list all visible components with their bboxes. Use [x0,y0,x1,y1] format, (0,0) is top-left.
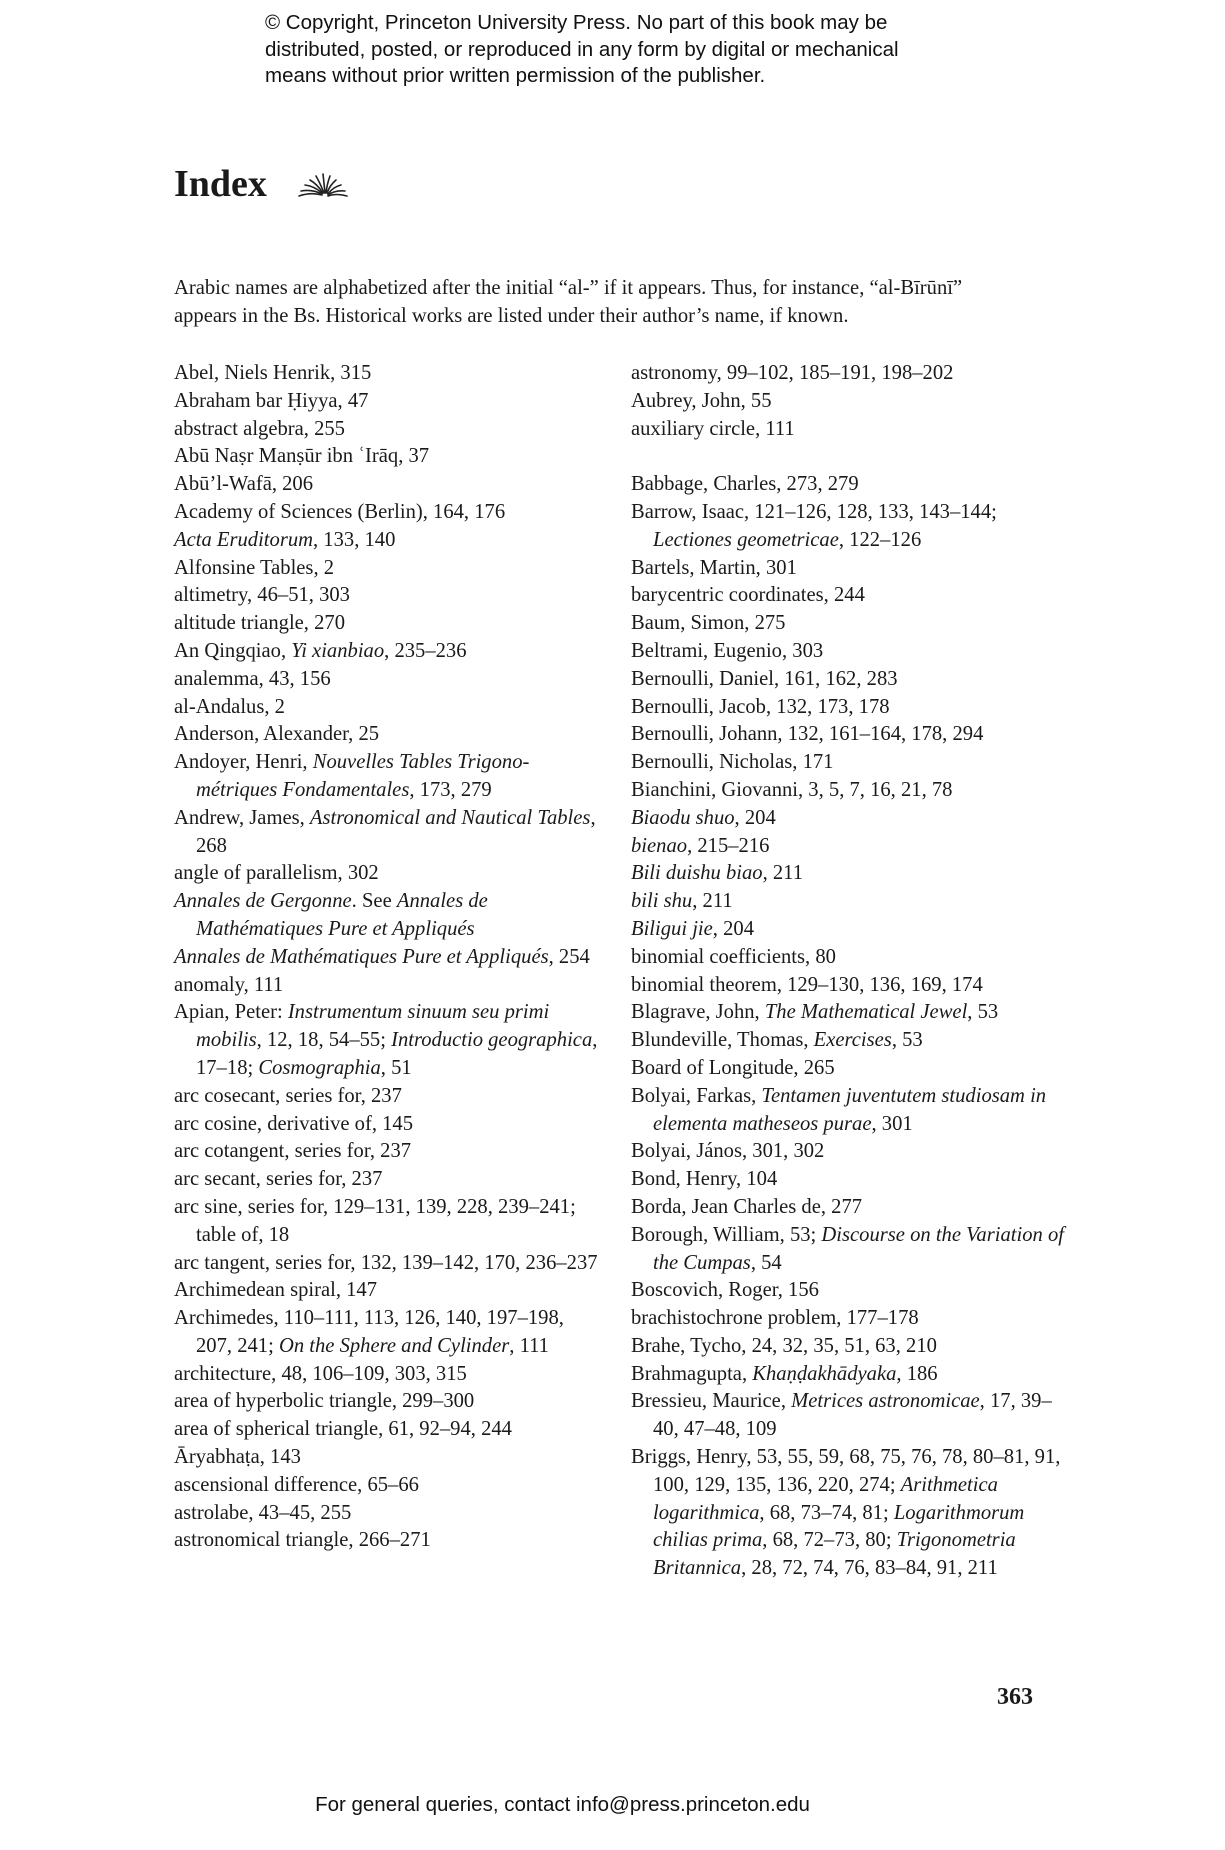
index-entry [174,1472,604,1500]
footer [0,1793,1225,1817]
index-entry-text: Bartels, Martin, 301 [631,556,797,579]
index-entry-text: Andrew, James, [174,806,310,829]
index-entry-text: , 68, 72–73, 80; [762,1529,897,1552]
index-entry-title: Astronomical and Nautical Tables [309,806,591,829]
index-entry [174,416,604,444]
index-entry-title: Biligui jie [631,917,713,940]
index-entry [631,471,1071,499]
index-entry-text: , 301 [871,1112,913,1135]
index-entry [174,972,604,1000]
index-entry-text: , 173, 279 [409,778,492,801]
index-entry-text: , 235–236 [384,639,467,662]
index-entry-text: , 17–18; [196,1029,598,1079]
index-entry [174,499,604,527]
index-entry [631,1222,1071,1278]
index-entry [174,1444,604,1472]
index-entry [174,1527,604,1555]
index-entry-text: astronomy, 99–102, 185–191, 198–202 [631,362,954,384]
index-entry-text: Archimedean spiral, 147 [174,1279,378,1302]
index-entry [174,1500,604,1528]
index-entry [631,360,1071,388]
index-entry-text: Bernoulli, Nicholas, 171 [631,751,834,774]
index-entry [631,721,1071,749]
index-entry [174,1138,604,1166]
index-entry-text: Anderson, Alexander, 25 [174,723,380,746]
index-entry [174,944,604,972]
index-entry [631,1083,1071,1139]
index-entry [174,360,604,388]
index-entry [174,721,604,749]
index-letter-gap [631,443,1071,471]
index-entry-title: Arithmetica logarithmica [653,1473,998,1524]
index-entry [631,777,1071,805]
index-entry-text: arc cotangent, series for, 237 [174,1140,412,1163]
index-entry [174,1361,604,1389]
index-entry-text: , 54 [750,1251,782,1274]
index-entry-text: Borda, Jean Charles de, 277 [631,1195,863,1218]
index-entry-text: . See [351,890,397,913]
index-entry-title: Introductio geographica [391,1029,593,1052]
index-entry [174,471,604,499]
index-entry [631,1055,1071,1083]
index-entry [174,1194,604,1250]
index-entry-text: Brahmagupta, [631,1362,753,1385]
index-entry-text: astrolabe, 43–45, 255 [174,1501,352,1524]
index-entry [631,499,1071,555]
index-entry-text: abstract algebra, 255 [174,417,345,440]
index-entry [631,610,1071,638]
index-entry-text: altitude triangle, 270 [174,612,345,635]
index-entry [174,749,604,805]
index-entry-text: Bond, Henry, 104 [631,1168,778,1191]
index-entry-text: Borough, William, 53; [631,1223,822,1246]
index-entry-text: Bernoulli, Jacob, 132, 173, 178 [631,695,890,718]
index-entry-text: , 122–126 [838,528,922,551]
index-entry-text: Blagrave, John, [631,1001,765,1024]
index-entry [631,1138,1071,1166]
index-entry-title: The Mathematical Jewel [764,1001,968,1024]
index-entry [631,582,1071,610]
index-entry-text: Bernoulli, Daniel, 161, 162, 283 [631,667,898,690]
index-entry [174,1416,604,1444]
index-entry-title: Annales de Mathématiques Pure et Appliqués [174,945,549,968]
index-entry [631,1194,1071,1222]
index-entry-text: , 53 [967,1001,999,1024]
index-entry [174,1277,604,1305]
page-number: 363 [997,1684,1033,1710]
index-entry-text: Briggs, Henry, 53, 55, 59, 68, 75, 76, 78, 80–81, 91, 100, 129, 135, 136, 220, 274; [631,1446,1061,1496]
index-entry-text: , 204 [734,806,776,829]
index-entry-text: , 211 [762,862,804,885]
index-entry [174,443,604,471]
index-entry-title: Annales de Mathématiques Pure et Appliqués [196,890,488,940]
index-entry [631,972,1071,1000]
index-entry [174,610,604,638]
index-entry [174,555,604,583]
index-entry-text: Andoyer, Henri, [174,751,313,774]
index-entry [631,388,1071,416]
index-entry-text: altimetry, 46–51, 303 [174,584,350,607]
index-entry [631,416,1071,444]
index-entry-text: arc tangent, series for, 132, 139–142, 170, 236–237 [174,1251,598,1274]
index-entry [631,1361,1071,1389]
index-entry [631,860,1071,888]
index-entry-text: , 17, 39–40, 47–48, 109 [653,1390,1052,1441]
index-entry-title: Nouvelles Tables Trigono-métriques Fondamentales [196,751,530,801]
index-entry [174,1305,604,1361]
index-entry [631,666,1071,694]
index-entry-text: brachistochrone problem, 177–178 [631,1307,919,1330]
index-entry-title: Cosmographia [258,1056,381,1079]
index-entry-title: Bili duishu biao [631,862,763,885]
index-entry [174,1083,604,1111]
index-entry-title: Tentamen juventutem studiosam in elementa matheseos purae [653,1084,1047,1135]
index-entry-title: Logarithmorum chilias prima [653,1501,1025,1552]
index-entry [174,805,604,861]
index-entry-text: arc cosine, derivative of, 145 [174,1112,414,1135]
index-entry-text: auxiliary circle, 111 [631,417,795,440]
index-entry-title: On the Sphere and Cylinder [278,1334,510,1357]
index-entry-text: , 111 [509,1334,549,1357]
index-entry [631,805,1071,833]
index-entry-text: , 215–216 [687,834,770,857]
index-entry-text: area of spherical triangle, 61, 92–94, 244 [174,1418,512,1441]
index-entry-text: ascensional difference, 65–66 [174,1473,419,1496]
copyright-line: © Copyright, Princeton University Press. No part of this book may be [265,11,888,34]
index-entry-text: An Qingqiao, [174,639,292,662]
index-entry [631,944,1071,972]
index-entry-text: arc secant, series for, 237 [174,1168,383,1191]
index-entry-text: area of hyperbolic triangle, 299–300 [174,1390,475,1413]
index-entry [174,694,604,722]
index-entry [631,1277,1071,1305]
index-entry-title: Trigonometria Britannica [653,1529,1016,1580]
index-entry [174,388,604,416]
index-entry-text: , 186 [896,1362,938,1385]
index-entry [174,888,604,944]
index-entry-text: Bolyai, János, 301, 302 [631,1140,825,1163]
index-entry-text: Boscovich, Roger, 156 [631,1279,819,1302]
index-entry-text: anomaly, 111 [174,973,284,996]
index-column-left [174,360,604,1555]
index-entry [174,1250,604,1278]
index-entry-text: Archimedes, 110–111, 113, 126, 140, 197–198, 207, 241; [174,1307,564,1357]
index-entry-title: Exercises [813,1029,892,1052]
index-entry [174,1111,604,1139]
copyright-notice [265,10,985,90]
index-entry-text: Aubrey, John, 55 [631,389,772,412]
index-entry-text: al-Andalus, 2 [174,695,285,718]
index-entry-text: Baum, Simon, 275 [631,612,786,635]
index-entry-text: Bernoulli, Johann, 132, 161–164, 178, 294 [631,723,984,746]
index-entry-title: Yi xianbiao [291,639,385,662]
index-entry-text: angle of parallelism, 302 [174,862,379,885]
index-entry [631,749,1071,777]
index-entry-text: Babbage, Charles, 273, 279 [631,473,859,496]
index-entry-text: astronomical triangle, 266–271 [174,1529,431,1552]
index-entry-text: , 133, 140 [313,528,396,551]
index-entry-text: barycentric coordinates, 244 [631,584,865,607]
title-row [174,162,349,206]
index-entry-text: Apian, Peter: [174,1001,288,1024]
index-entry [174,860,604,888]
index-entry-text: arc sine, series for, 129–131, 139, 228, 239–241; table of, 18 [174,1195,576,1246]
index-entry-title: bienao [631,834,688,857]
index-entry [631,1333,1071,1361]
index-entry-text: , 204 [712,917,754,940]
index-entry-text: Bianchini, Giovanni, 3, 5, 7, 16, 21, 78 [631,778,953,801]
index-entry [631,1305,1071,1333]
index-entry-text: Abū Naṣr Manṣūr ibn ʿIrāq, 37 [174,445,430,468]
index-entry-text: Brahe, Tycho, 24, 32, 35, 51, 63, 210 [631,1334,937,1357]
index-entry [631,1388,1071,1444]
index-entry-text: , 51 [380,1056,412,1079]
index-entry-text: Blundeville, Thomas, [631,1029,814,1052]
index-entry-text: Alfonsine Tables, 2 [174,556,335,579]
footer-contact: For general queries, contact info@press.princeton.edu [315,1793,810,1816]
sunburst-ornament-icon [295,171,349,201]
index-entry-text: arc cosecant, series for, 237 [174,1084,402,1107]
index-entry-text: Abū’l-Wafā, 206 [174,473,314,496]
index-entry-text: , 28, 72, 74, 76, 83–84, 91, 211 [741,1557,998,1580]
index-entry [631,1027,1071,1055]
index-entry-text: , 211 [692,890,733,913]
index-entry [174,666,604,694]
index-intro-note: Arabic names are alphabetized after the initial “al-” if it appears. Thus, for instance, “al-Bīrūnī” appears in the Bs. Historical works are listed under their author’s name, if known. [174,277,963,327]
index-entry-text: , 53 [891,1029,923,1052]
index-entry-title: Instrumentum sinuum seu primi mobilis [196,1001,550,1052]
index-entry-text: Bressieu, Maurice, [631,1390,792,1413]
index-entry-text: , 12, 18, 54–55; [256,1029,392,1052]
index-entry-text: Āryabhaṭa, 143 [174,1446,301,1469]
copyright-line: means without prior written permission of the publisher. [265,64,766,87]
copyright-line: distributed, posted, or reproduced in any form by digital or mechanical [265,37,899,61]
index-entry [631,888,1071,916]
index-entry [174,999,604,1082]
index-entry-title: Khaṇḍakhādyaka [752,1362,897,1385]
index-entry-text: binomial coefficients, 80 [631,945,836,968]
index-entry [631,694,1071,722]
index-entry-text: Abel, Niels Henrik, 315 [174,362,372,384]
index-entry-title: Lectiones geometricae [653,528,839,551]
index-entry [631,1166,1071,1194]
index-entry [174,1166,604,1194]
index-column-right [631,360,1071,1583]
page-title: Index [174,163,267,205]
index-entry [631,638,1071,666]
index-entry-title: bili shu [631,890,693,913]
index-entry-text: Bolyai, Farkas, [631,1084,762,1107]
index-entry [174,582,604,610]
index-entry [631,555,1071,583]
index-entry [631,916,1071,944]
index-entry-text: architecture, 48, 106–109, 303, 315 [174,1362,467,1385]
index-entry-text: , 268 [196,806,596,857]
index-entry-text: analemma, 43, 156 [174,667,331,690]
index-entry-text: , 254 [548,945,590,968]
index-entry-text: binomial theorem, 129–130, 136, 169, 174 [631,973,983,996]
index-entry [631,833,1071,861]
index-entry [631,1444,1071,1583]
index-entry-text: Beltrami, Eugenio, 303 [631,639,824,662]
index-entry-text: , 68, 73–74, 81; [759,1501,894,1524]
index-entry-text: Abraham bar Ḥiyya, 47 [174,389,369,412]
index-entry-title: Metrices astronomicae [791,1390,980,1413]
index-entry-title: Acta Eruditorum [174,528,313,551]
index-entry [174,638,604,666]
index-entry-title: Discourse on the Variation of the Cumpas [653,1223,1064,1274]
index-entry-title: Biaodu shuo [631,806,735,829]
index-entry [631,999,1071,1027]
index-entry-title: Annales de Gergonne [174,890,352,913]
index-entry-text: Academy of Sciences (Berlin), 164, 176 [174,500,506,523]
index-entry [174,1388,604,1416]
index-entry-text: Board of Longitude, 265 [631,1056,835,1079]
index-entry-text: Barrow, Isaac, 121–126, 128, 133, 143–144; [631,500,997,523]
index-entry [174,527,604,555]
